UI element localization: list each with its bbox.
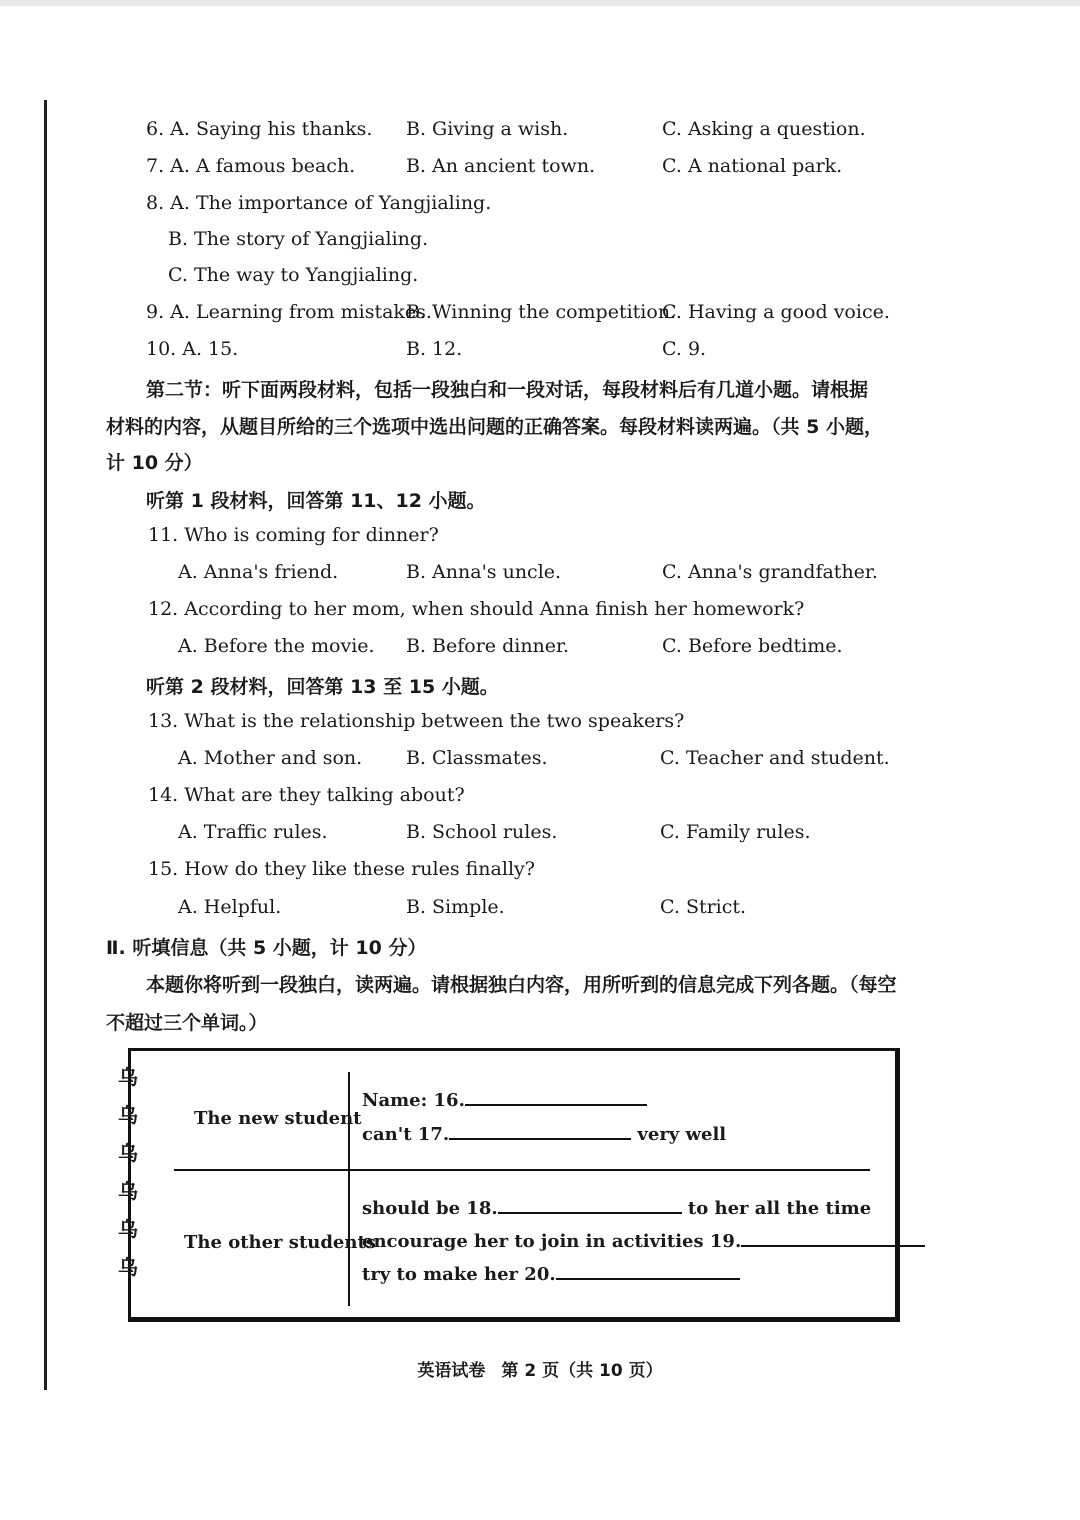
ring-icon: 乌 (118, 1103, 138, 1127)
part2-title: Ⅱ. 听填信息（共 5 小题，计 10 分） (106, 937, 427, 959)
q7-option-a: 7. A. A famous beach. (146, 155, 356, 177)
q12-option-a: A. Before the movie. (178, 635, 375, 657)
q6-option-c: C. Asking a question. (662, 118, 866, 140)
q10-option-c: C. 9. (662, 338, 707, 360)
blank-17-line (362, 1122, 726, 1145)
footer-page-number: 第 2 页（共 10 页） (501, 1361, 663, 1381)
q12-stem: 12. According to her mom, when should Anna finish her homework? (148, 598, 805, 620)
material1-heading: 听第 1 段材料，回答第 11、12 小题。 (146, 490, 486, 512)
q12-option-c: C. Before bedtime. (662, 635, 843, 657)
blank-16[interactable] (465, 1088, 647, 1106)
q6-option-a: 6. A. Saying his thanks. (146, 118, 373, 140)
q10-option-a: 10. A. 15. (146, 338, 239, 360)
blank-20-prompt: try to make her 20. (362, 1264, 556, 1285)
q9-option-a: 9. A. Learning from mistakes. (146, 301, 432, 323)
q7-option-b: B. An ancient town. (406, 155, 596, 177)
q8-option-c: C. The way to Yangjialing. (168, 264, 419, 286)
q9-option-b: B. Winning the competition. (406, 301, 677, 323)
blank-18-suffix: to her all the time (687, 1198, 872, 1219)
q9-option-c: C. Having a good voice. (662, 301, 890, 323)
q15-option-a: A. Helpful. (178, 896, 282, 918)
q13-option-c: C. Teacher and student. (660, 747, 890, 769)
ring-icon: 乌 (118, 1065, 138, 1089)
q14-option-c: C. Family rules. (660, 821, 811, 843)
q8-option-a: 8. A. The importance of Yangjialing. (146, 192, 492, 214)
blank-20[interactable] (556, 1262, 740, 1280)
blank-19-line (362, 1229, 925, 1252)
q11-option-c: C. Anna's grandfather. (662, 561, 878, 583)
blank-18[interactable] (498, 1196, 682, 1214)
q15-stem: 15. How do they like these rules finally? (148, 858, 535, 880)
blank-18-prompt: should be 18. (362, 1198, 498, 1219)
q15-option-b: B. Simple. (406, 896, 505, 918)
q11-option-a: A. Anna's friend. (178, 561, 339, 583)
q14-option-a: A. Traffic rules. (178, 821, 328, 843)
ring-icon: 乌 (118, 1141, 138, 1165)
q6-option-b: B. Giving a wish. (406, 118, 569, 140)
material2-heading: 听第 2 段材料，回答第 13 至 15 小题。 (146, 676, 499, 698)
blank-16-line (362, 1088, 647, 1111)
part2-intro-line1: 本题你将听到一段独白，读两遍。请根据独白内容，用所听到的信息完成下列各题。（每空 (146, 974, 897, 996)
footer-subject: 英语试卷 (417, 1361, 486, 1381)
blank-19-prompt: encourage her to join in activities 19. (362, 1231, 742, 1252)
section2-instruction-line3: 计 10 分） (106, 452, 203, 474)
q11-option-b: B. Anna's uncle. (406, 561, 562, 583)
blank-19[interactable] (741, 1229, 925, 1247)
q13-stem: 13. What is the relationship between the two speakers? (148, 710, 685, 732)
page-footer (0, 1356, 1080, 1381)
part2-intro-line2: 不超过三个单词。） (106, 1012, 268, 1034)
blank-17-suffix: very well (637, 1124, 727, 1145)
blank-17-prompt: can't 17. (362, 1124, 450, 1145)
ring-icon: 乌 (118, 1179, 138, 1203)
blank-20-line (362, 1262, 740, 1285)
section2-instruction-line1: 第二节：听下面两段材料，包括一段独白和一段对话，每段材料后有几道小题。请根据 (146, 379, 869, 401)
q7-option-c: C. A national park. (662, 155, 843, 177)
q13-option-b: B. Classmates. (406, 747, 548, 769)
row2-label: The other students (184, 1232, 376, 1253)
section2-instruction-line2: 材料的内容，从题目所给的三个选项中选出问题的正确答案。每段材料读两遍。（共 5 小题， (106, 416, 883, 438)
ring-icon: 乌 (118, 1255, 138, 1279)
binding-margin-line (44, 100, 47, 1390)
q13-option-a: A. Mother and son. (178, 747, 363, 769)
q8-option-b: B. The story of Yangjialing. (168, 228, 429, 250)
q14-option-b: B. School rules. (406, 821, 558, 843)
top-shadow (0, 0, 1080, 6)
blank-18-line (362, 1196, 871, 1219)
q12-option-b: B. Before dinner. (406, 635, 570, 657)
blank-16-prompt: Name: 16. (362, 1090, 465, 1111)
q15-option-c: C. Strict. (660, 896, 747, 918)
ring-icon: 乌 (118, 1217, 138, 1241)
q14-stem: 14. What are they talking about? (148, 784, 465, 806)
q10-option-b: B. 12. (406, 338, 463, 360)
table-row-divider (174, 1169, 870, 1171)
row1-label: The new student (194, 1108, 362, 1129)
q11-stem: 11. Who is coming for dinner? (148, 524, 439, 546)
blank-17[interactable] (449, 1122, 631, 1140)
